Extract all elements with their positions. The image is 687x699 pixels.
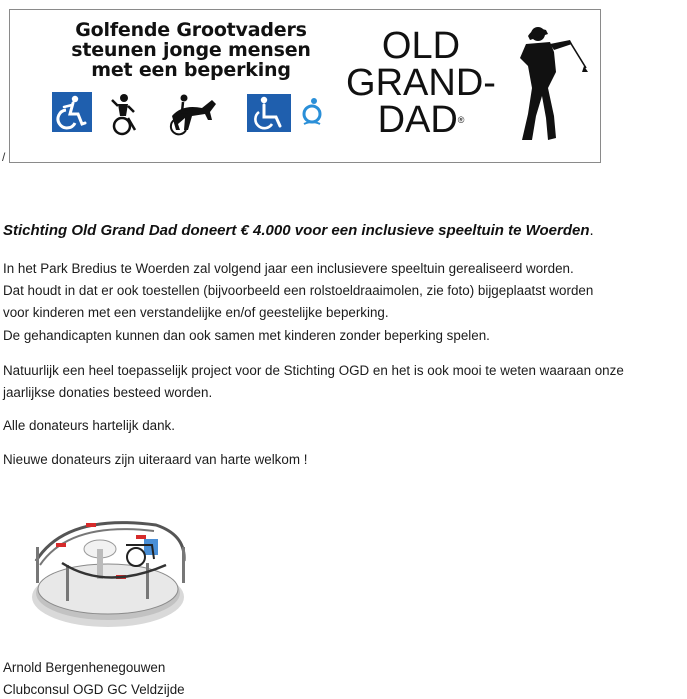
old-grand-dad-logo [336, 25, 506, 141]
disability-icons-row [42, 90, 362, 136]
logo-line-1: OLD [381, 25, 461, 67]
article-title: Stichting Old Grand Dad doneert € 4.000 voor een inclusieve speeltuin te Woerden. [3, 222, 594, 239]
horse-riding-icon [171, 95, 216, 135]
paragraph-line: De gehandicapten kunnen dan ook samen met kinderen zonder beperking spelen. [3, 328, 490, 343]
logo-line-3: DAD® [377, 99, 465, 141]
wheelchair-icon [247, 94, 291, 132]
author-name: Arnold Bergenhenegouwen [3, 660, 166, 675]
logo-line-2: GRAND- [346, 62, 496, 104]
wheelchair-carousel-image [26, 505, 196, 635]
paragraph-line: In het Park Bredius te Woerden zal volgend jaar een inclusievere speeltuin gerealiseerd worden. [3, 261, 574, 276]
golfer-silhouette-icon [498, 22, 588, 146]
paragraph-line: jaarlijkse donaties besteed worden. [3, 385, 213, 400]
tagline-line-3: met een beperking [91, 59, 291, 81]
registered-mark: ® [457, 115, 465, 125]
paragraph-line: Dat houdt in dat er ook toestellen (bijvoorbeeld een rolstoeldraaimolen, zie foto) bijgeplaatst worden [3, 283, 594, 298]
tagline-line-2: steunen jonge mensen [71, 39, 311, 61]
stray-slash: / [2, 150, 6, 164]
thanks-text: Alle donateurs hartelijk dank. [3, 418, 175, 433]
tagline-line-1: Golfende Grootvaders [75, 19, 307, 41]
welcome-text: Nieuwe donateurs zijn uiteraard van harte welkom ! [3, 452, 308, 467]
banner-tagline [46, 20, 336, 80]
child-play-icon [112, 94, 135, 134]
paragraph-line: Natuurlijk een heel toepasselijk project voor de Stichting OGD en het is ook mooi te weten waaraan onze [3, 363, 624, 378]
author-role: Clubconsul OGD GC Veldzijde [3, 682, 185, 697]
swim-icon [304, 98, 320, 124]
accessible-icon [52, 92, 92, 132]
paragraph-line: voor kinderen met een verstandelijke en/of geestelijke beperking. [3, 305, 389, 320]
